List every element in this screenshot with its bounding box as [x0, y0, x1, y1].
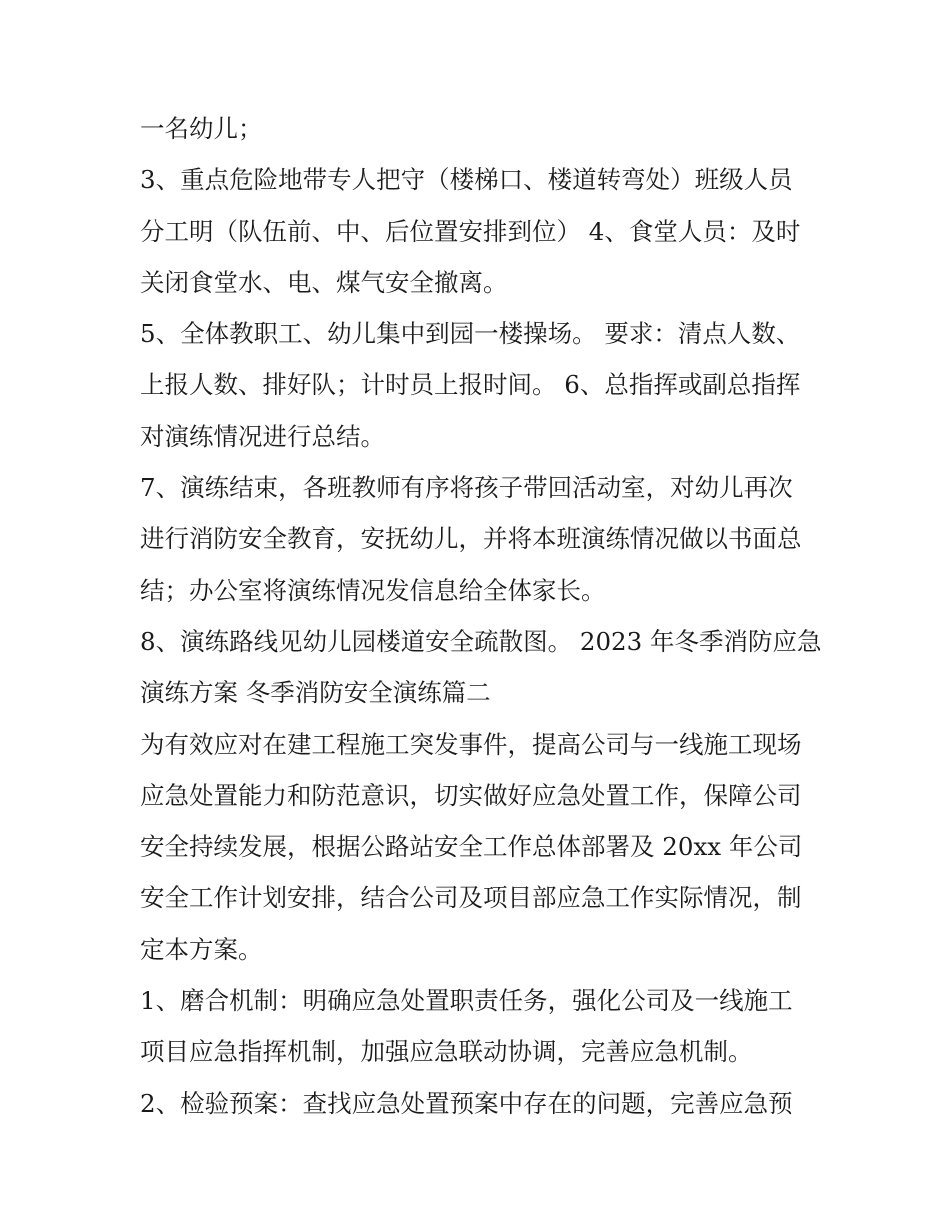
text-line: 定本方案。: [140, 934, 263, 964]
text-line: 分工明（队伍前、中、后位置安排到位） 4、食堂人员：及时: [140, 216, 801, 246]
text-line: 对演练情况进行总结。: [140, 421, 385, 451]
text-line: 演练方案 冬季消防安全演练篇二: [140, 678, 491, 708]
document-body: [140, 103, 820, 1129]
text-line: 1、磨合机制：明确应急处置职责任务，强化公司及一线施工: [140, 986, 793, 1016]
text-line: 结；办公室将演练情况发信息给全体家长。: [140, 575, 606, 605]
text-line: 进行消防安全教育，安抚幼儿，并将本班演练情况做以书面总: [140, 524, 802, 554]
text-line: 为有效应对在建工程施工突发事件，提高公司与一线施工现场: [140, 729, 802, 759]
text-line: 上报人数、排好队；计时员上报时间。 6、总指挥或副总指挥: [140, 370, 801, 400]
text-line: 5、全体教职工、幼儿集中到园一楼操场。 要求：清点人数、: [140, 319, 801, 349]
text-line: 应急处置能力和防范意识，切实做好应急处置工作，保障公司: [140, 780, 802, 810]
text-line: 8、演练路线见幼儿园楼道安全疏散图。 2023 年冬季消防应急: [140, 626, 822, 656]
text-line: 安全工作计划安排，结合公司及项目部应急工作实际情况，制: [140, 883, 802, 913]
text-line: 一名幼儿；: [140, 114, 263, 143]
text-line: 安全持续发展，根据公路站安全工作总体部署及 20xx 年公司: [140, 832, 803, 862]
text-line: 项目应急指挥机制，加强应急联动协调，完善应急机制。: [140, 1037, 753, 1067]
text-line: 关闭食堂水、电、煤气安全撤离。: [140, 267, 508, 297]
text-line: 2、检验预案：查找应急处置预案中存在的问题，完善应急预: [140, 1088, 793, 1118]
text-line: 3、重点危险地带专人把守（楼梯口、楼道转弯处）班级人员: [140, 165, 793, 195]
text-line: 7、演练结束，各班教师有序将孩子带回活动室，对幼儿再次: [140, 473, 793, 503]
